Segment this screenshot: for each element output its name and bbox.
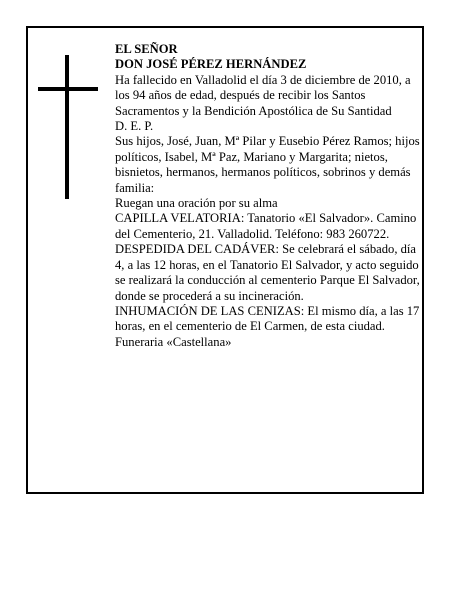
burial-paragraph xyxy=(115,304,421,335)
farewell-label: DESPEDIDA DEL CADÁVER: xyxy=(115,242,279,257)
burial-text: El mismo día, a las 17 horas, en el cementerio de El Carmen, de esta ciudad. xyxy=(115,303,420,334)
farewell-paragraph xyxy=(115,242,421,304)
burial-label: INHUMACIÓN DE LAS CENIZAS: xyxy=(115,303,305,318)
rip-line: D. E. P. xyxy=(115,119,154,134)
farewell-text: Se celebrará el sábado, día 4, a las 12 horas, en el Tanatorio El Salvador, y acto seguido se realizará la conducción al cementerio Parque El Salvador, donde se procederá a su incineración. xyxy=(115,242,420,303)
chapel-paragraph xyxy=(115,211,421,242)
death-info: Ha fallecido en Valladolid el día 3 de diciembre de 2010, a los 94 años de edad, después de recibir los Santos Sacramentos y la Bendición Apostólica de Su Santidad xyxy=(115,72,411,118)
notice-body xyxy=(115,42,421,350)
cross-vertical-bar xyxy=(65,55,69,199)
cross-horizontal-bar xyxy=(38,87,98,91)
cross-icon xyxy=(38,55,98,199)
notice-title-line-1: EL SEÑOR xyxy=(115,42,178,56)
deceased-name: DON JOSÉ PÉREZ HERNÁNDEZ xyxy=(115,57,307,72)
chapel-text: Tanatorio «El Salvador». Camino del Cementerio, 21. Valladolid. Teléfono: 983 260722. xyxy=(115,211,417,241)
family-list: Sus hijos, José, Juan, Mª Pilar y Eusebio Pérez Ramos; hijos políticos, Isabel, Mª Paz, Mariano y Margarita; nietos, bisnietos, hermanos, hermanos políticos, sobrinos y demás familia: xyxy=(115,134,420,195)
prayer-request: Ruegan una oración por su alma xyxy=(115,196,278,211)
obituary-notice xyxy=(26,26,424,494)
funeral-home: Funeraria «Castellana» xyxy=(115,334,232,349)
chapel-label: CAPILLA VELATORIA: xyxy=(115,211,245,226)
